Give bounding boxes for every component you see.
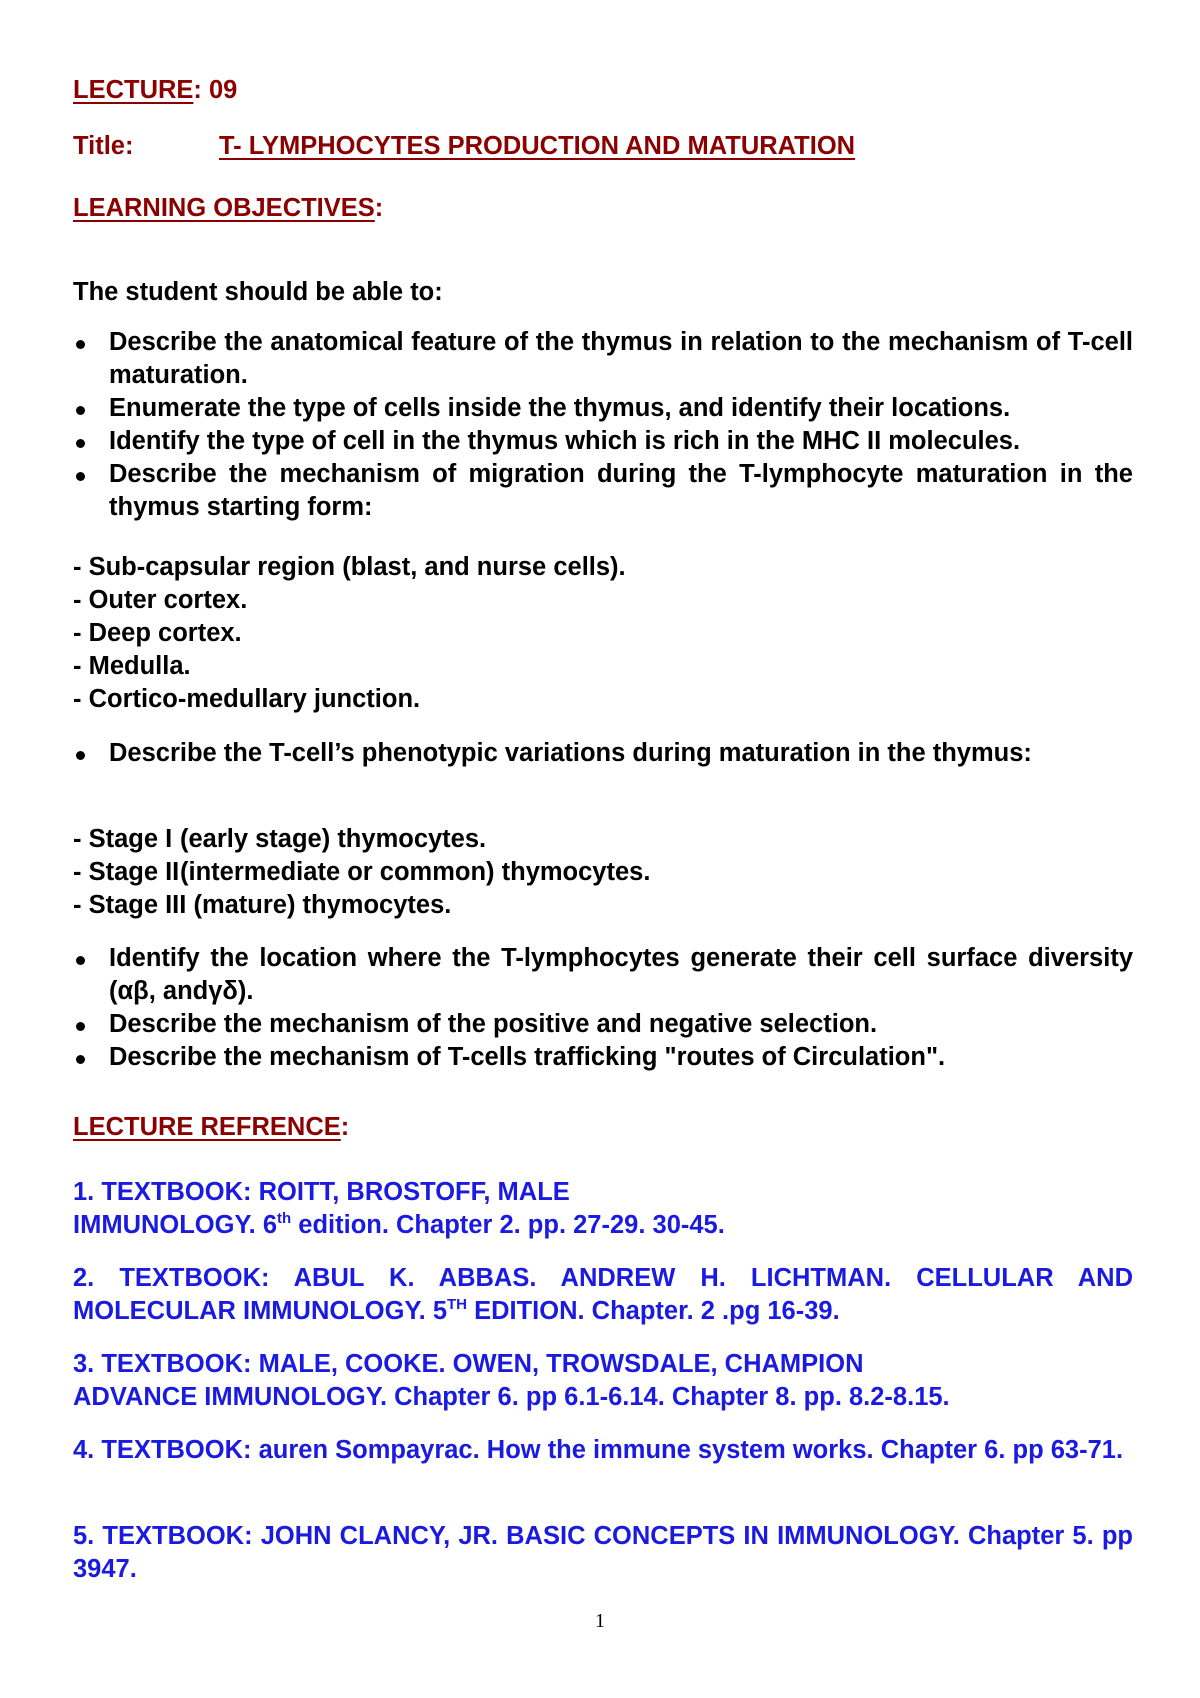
objective-text: Enumerate the type of cells inside the thymus, and identify their locations.	[109, 394, 1011, 422]
objective-text: Identify the type of cell in the thymus which is rich in the MHC II molecules.	[109, 427, 1021, 455]
objective-text: Describe the mechanism of T-cells trafficking "routes of Circulation".	[109, 1043, 946, 1071]
reference-text: edition. Chapter 2. pp. 27-29. 30-45.	[291, 1211, 725, 1239]
list-item	[73, 425, 1133, 458]
list-item	[73, 1041, 1133, 1074]
objective-text: Describe the T-cell’s phenotypic variations during maturation in the thymus:	[109, 739, 1032, 767]
bullet-icon	[76, 406, 85, 415]
stage-item	[73, 893, 451, 919]
title-text: T- LYMPHOCYTES PRODUCTION AND MATURATION	[219, 132, 856, 160]
region-item: - Medulla.	[73, 652, 191, 680]
reference-heading	[73, 1115, 349, 1141]
reference-item	[73, 1176, 1133, 1242]
list-item	[73, 942, 1133, 1008]
title-label: Title:	[73, 132, 134, 160]
lecture-label: LECTURE	[73, 76, 194, 104]
lecture-number	[73, 78, 237, 104]
reference-line: 3. TEXTBOOK: MALE, COOKE. OWEN, TROWSDALE, CHAMPION	[73, 1350, 864, 1378]
region-item: - Outer cortex.	[73, 586, 248, 614]
stage-desc: (intermediate or common) thymocytes.	[180, 858, 651, 886]
bullet-icon	[76, 751, 85, 760]
bullet-icon	[76, 439, 85, 448]
bullet-icon	[76, 1055, 85, 1064]
reference-heading-label: LECTURE REFRENCE	[73, 1113, 341, 1141]
bullet-icon	[76, 956, 85, 965]
reference-superscript: TH	[447, 1296, 467, 1313]
objective-text: Identify the location where the T-lymphocytes generate their cell surface diversity (αβ, andγδ).	[109, 944, 1133, 1005]
reference-superscript: th	[277, 1210, 292, 1227]
reference-item: 4. TEXTBOOK: auren Sompayrac. How the immune system works. Chapter 6. pp 63-71.	[73, 1436, 1124, 1464]
stage-desc: (mature) thymocytes.	[193, 891, 452, 919]
reference-heading-colon: :	[340, 1113, 350, 1141]
bullet-icon	[76, 340, 85, 349]
objective-text: Describe the anatomical feature of the thymus in relation to the mechanism of T-cell maturation.	[109, 328, 1133, 389]
bullet-icon	[76, 472, 85, 481]
lecture-value: : 09	[193, 76, 238, 104]
reference-text: EDITION. Chapter. 2 .pg 16-39.	[467, 1297, 840, 1325]
reference-text: IMMUNOLOGY. 6	[73, 1211, 278, 1239]
stage-name: - Stage I	[73, 825, 173, 853]
reference-line: 2. TEXTBOOK: ABUL K. ABBAS. ANDREW H. LICHTMAN. CELLULAR AND	[73, 1264, 1133, 1292]
reference-line: 1. TEXTBOOK: ROITT, BROSTOFF, MALE	[73, 1178, 570, 1206]
reference-item	[73, 1262, 1133, 1328]
list-item	[73, 392, 1133, 425]
objective-text: Describe the mechanism of the positive and negative selection.	[109, 1010, 878, 1038]
reference-line	[73, 1209, 1133, 1242]
region-item: - Cortico-medullary junction.	[73, 685, 421, 713]
list-item	[73, 1008, 1133, 1041]
list-item	[73, 326, 1133, 392]
page-number: 1	[595, 1610, 605, 1632]
stage-item	[73, 860, 650, 886]
objectives-heading-label: LEARNING OBJECTIVES	[73, 194, 375, 222]
stage-name: - Stage II	[73, 858, 180, 886]
page-title	[73, 134, 855, 160]
stage-desc: (early stage) thymocytes.	[180, 825, 487, 853]
reference-line	[73, 1295, 1133, 1328]
reference-item	[73, 1348, 1133, 1414]
stage-name: - Stage III	[73, 891, 187, 919]
objectives-heading-colon: :	[374, 194, 384, 222]
objective-text: Describe the mechanism of migration during the T-lymphocyte maturation in the thymus starting form:	[109, 460, 1133, 521]
reference-text: MOLECULAR IMMUNOLOGY. 5	[73, 1297, 447, 1325]
objectives-heading	[73, 196, 383, 222]
region-item: - Deep cortex.	[73, 619, 242, 647]
intro-text: The student should be able to:	[73, 278, 443, 306]
reference-line: ADVANCE IMMUNOLOGY. Chapter 6. pp 6.1-6.14. Chapter 8. pp. 8.2-8.15.	[73, 1383, 950, 1411]
stage-item	[73, 827, 486, 853]
bullet-icon	[76, 1022, 85, 1031]
reference-item: 5. TEXTBOOK: JOHN CLANCY, JR. BASIC CONCEPTS IN IMMUNOLOGY. Chapter 5. pp 3947.	[73, 1522, 1133, 1583]
region-item: - Sub-capsular region (blast, and nurse cells).	[73, 553, 626, 581]
list-item	[73, 737, 1133, 770]
list-item	[73, 458, 1133, 524]
